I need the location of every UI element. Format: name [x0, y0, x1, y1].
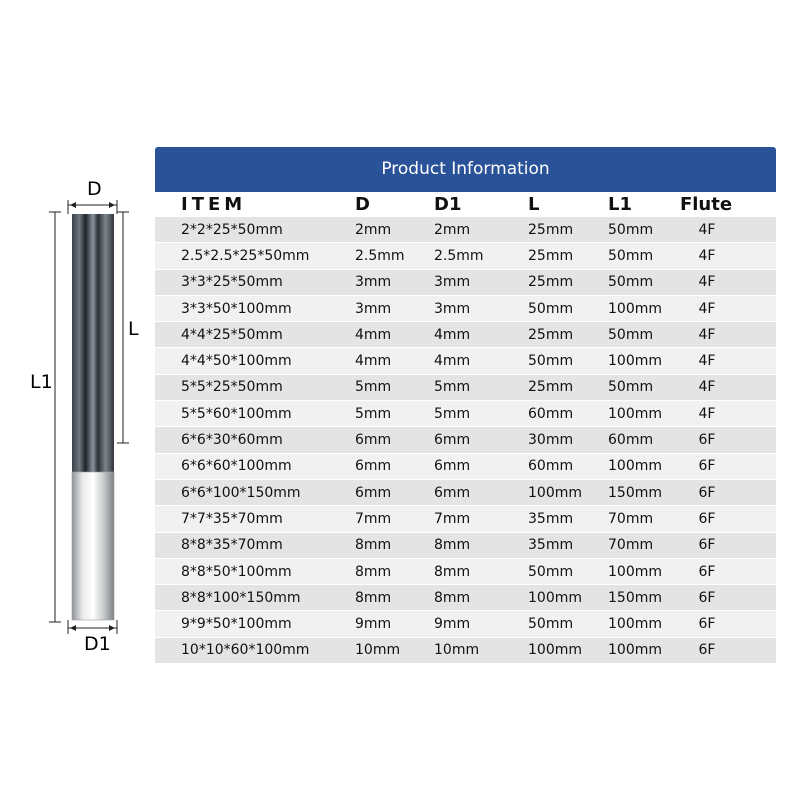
header-d: D — [355, 193, 370, 215]
cell-flute: 4F — [698, 353, 716, 370]
table-row — [155, 322, 776, 348]
header-d1: D1 — [434, 193, 462, 215]
cell-item: 4*4*25*50mm — [181, 326, 283, 343]
cell-flute: 6F — [698, 563, 716, 580]
cell-d: 4mm — [355, 326, 392, 343]
cell-d1: 8mm — [434, 537, 471, 554]
cell-item: 2*2*25*50mm — [181, 221, 283, 238]
table-row — [155, 270, 776, 296]
cell-l: 50mm — [528, 353, 574, 370]
cell-d: 6mm — [355, 432, 392, 449]
cell-flute: 4F — [698, 221, 716, 238]
header-item: ITEM — [181, 193, 247, 215]
cell-item: 8*8*35*70mm — [181, 537, 283, 554]
cell-item: 6*6*30*60mm — [181, 432, 283, 449]
cell-l: 50mm — [528, 300, 574, 317]
cell-flute: 6F — [698, 642, 716, 659]
cell-l1: 60mm — [608, 432, 654, 449]
cell-d: 10mm — [355, 642, 401, 659]
table-body — [155, 192, 776, 664]
cell-item: 6*6*100*150mm — [181, 484, 301, 501]
cell-d1: 2.5mm — [434, 247, 484, 264]
table-row — [155, 454, 776, 480]
cell-l1: 100mm — [608, 405, 662, 422]
cell-l1: 50mm — [608, 326, 654, 343]
cell-l: 100mm — [528, 484, 582, 501]
cell-d1: 5mm — [434, 379, 471, 396]
cell-l1: 100mm — [608, 616, 662, 633]
cell-flute: 4F — [698, 274, 716, 291]
table-row — [155, 559, 776, 585]
cell-l: 30mm — [528, 432, 574, 449]
cell-item: 10*10*60*100mm — [181, 642, 310, 659]
cell-l: 60mm — [528, 458, 574, 475]
cell-d1: 5mm — [434, 405, 471, 422]
cell-item: 9*9*50*100mm — [181, 616, 292, 633]
cell-d1: 6mm — [434, 484, 471, 501]
cell-l1: 150mm — [608, 589, 662, 606]
cell-l1: 150mm — [608, 484, 662, 501]
cell-flute: 6F — [698, 432, 716, 449]
product-info-table — [155, 147, 776, 668]
table-row — [155, 638, 776, 664]
cell-l1: 100mm — [608, 300, 662, 317]
cell-d1: 10mm — [434, 642, 480, 659]
table-header-bar — [155, 147, 776, 192]
header-l1: L1 — [608, 193, 632, 215]
table-row — [155, 296, 776, 322]
cell-flute: 4F — [698, 247, 716, 264]
table-row — [155, 217, 776, 243]
cell-d: 2mm — [355, 221, 392, 238]
cell-l: 100mm — [528, 589, 582, 606]
dimension-d-line — [68, 200, 117, 214]
cell-l1: 70mm — [608, 510, 654, 527]
cell-d: 8mm — [355, 589, 392, 606]
table-row — [155, 585, 776, 611]
cell-d1: 4mm — [434, 353, 471, 370]
cell-l: 25mm — [528, 221, 574, 238]
label-d1: D1 — [84, 633, 111, 655]
cell-d: 5mm — [355, 405, 392, 422]
reamer-drawing — [0, 0, 160, 800]
cell-flute: 6F — [698, 510, 716, 527]
table-row — [155, 533, 776, 559]
cell-l1: 100mm — [608, 563, 662, 580]
table-title: Product Information — [381, 159, 550, 179]
header-flute: Flute — [679, 193, 733, 215]
column-header-row — [155, 192, 776, 217]
cell-flute: 4F — [698, 326, 716, 343]
cell-d: 3mm — [355, 274, 392, 291]
cell-d: 3mm — [355, 300, 392, 317]
cell-flute: 6F — [698, 458, 716, 475]
cell-l: 35mm — [528, 537, 574, 554]
cell-d: 4mm — [355, 353, 392, 370]
cell-flute: 6F — [698, 589, 716, 606]
cell-d: 6mm — [355, 484, 392, 501]
table-row — [155, 611, 776, 637]
table-row — [155, 506, 776, 532]
cell-l1: 50mm — [608, 379, 654, 396]
cell-l: 60mm — [528, 405, 574, 422]
shank-section — [72, 472, 114, 620]
cell-d: 6mm — [355, 458, 392, 475]
cell-item: 4*4*50*100mm — [181, 353, 292, 370]
cell-d: 7mm — [355, 510, 392, 527]
cell-d1: 6mm — [434, 432, 471, 449]
cell-d1: 3mm — [434, 274, 471, 291]
cell-d1: 3mm — [434, 300, 471, 317]
table-row — [155, 401, 776, 427]
dimension-l1-line — [49, 212, 61, 622]
table-row — [155, 243, 776, 269]
cell-item: 5*5*25*50mm — [181, 379, 283, 396]
cell-flute: 6F — [698, 484, 716, 501]
label-l: L — [128, 318, 139, 340]
cell-flute: 4F — [698, 300, 716, 317]
cell-l: 25mm — [528, 326, 574, 343]
cell-d1: 7mm — [434, 510, 471, 527]
cell-l: 35mm — [528, 510, 574, 527]
cell-item: 7*7*35*70mm — [181, 510, 283, 527]
cell-flute: 4F — [698, 379, 716, 396]
cell-d1: 6mm — [434, 458, 471, 475]
cell-d1: 4mm — [434, 326, 471, 343]
cell-d: 8mm — [355, 537, 392, 554]
cell-d: 2.5mm — [355, 247, 405, 264]
cell-item: 6*6*60*100mm — [181, 458, 292, 475]
cell-l1: 100mm — [608, 458, 662, 475]
table-row — [155, 427, 776, 453]
cell-flute: 6F — [698, 616, 716, 633]
reamer-diagram — [0, 0, 160, 800]
cell-item: 3*3*50*100mm — [181, 300, 292, 317]
cell-l1: 70mm — [608, 537, 654, 554]
cell-d: 8mm — [355, 563, 392, 580]
label-l1: L1 — [30, 371, 53, 393]
cell-l: 25mm — [528, 379, 574, 396]
table-row — [155, 375, 776, 401]
fluted-section — [72, 214, 114, 472]
cell-l1: 50mm — [608, 221, 654, 238]
cell-item: 8*8*50*100mm — [181, 563, 292, 580]
cell-d1: 8mm — [434, 563, 471, 580]
cell-l1: 50mm — [608, 274, 654, 291]
cell-l: 100mm — [528, 642, 582, 659]
cell-d1: 2mm — [434, 221, 471, 238]
cell-l1: 50mm — [608, 247, 654, 264]
cell-l: 50mm — [528, 563, 574, 580]
cell-item: 8*8*100*150mm — [181, 589, 301, 606]
cell-l1: 100mm — [608, 353, 662, 370]
cell-l1: 100mm — [608, 642, 662, 659]
cell-d1: 8mm — [434, 589, 471, 606]
table-row — [155, 348, 776, 374]
cell-d: 9mm — [355, 616, 392, 633]
cell-item: 3*3*25*50mm — [181, 274, 283, 291]
cell-item: 5*5*60*100mm — [181, 405, 292, 422]
cell-d1: 9mm — [434, 616, 471, 633]
header-l: L — [528, 193, 540, 215]
cell-l: 50mm — [528, 616, 574, 633]
table-row — [155, 480, 776, 506]
cell-d: 5mm — [355, 379, 392, 396]
cell-l: 25mm — [528, 274, 574, 291]
dimension-d1-line — [68, 620, 117, 634]
cell-flute: 6F — [698, 537, 716, 554]
cell-item: 2.5*2.5*25*50mm — [181, 247, 310, 264]
cell-flute: 4F — [698, 405, 716, 422]
label-d: D — [87, 178, 102, 200]
cell-l: 25mm — [528, 247, 574, 264]
